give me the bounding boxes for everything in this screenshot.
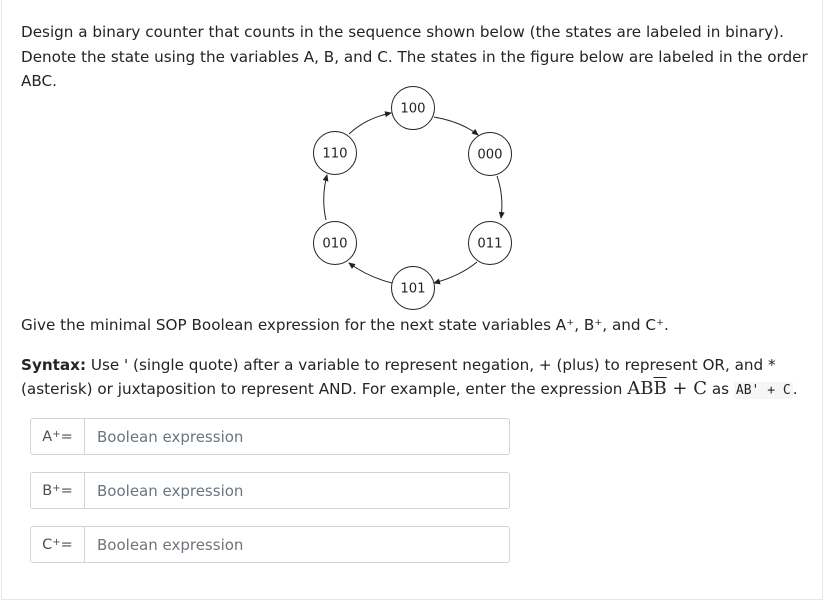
a-plus-label: A + = — [31, 419, 85, 454]
b-plus-expression-input[interactable] — [85, 473, 509, 508]
syntax-label: Syntax: — [21, 356, 87, 374]
svg-text:011: 011 — [477, 236, 503, 252]
state-node — [314, 132, 357, 175]
svg-text:110: 110 — [322, 146, 348, 162]
svg-text:000: 000 — [477, 147, 503, 163]
b-plus-label: B + = — [31, 473, 85, 508]
a-plus-input-group — [30, 418, 510, 455]
svg-text:101: 101 — [400, 281, 426, 297]
transition-arrow — [497, 176, 502, 218]
problem-statement: Design a binary counter that counts in the sequence shown below (the states are labeled in binary). Denote the state using the variables A, B, and C. The states in the figure below are labeled in the order ABC. — [21, 23, 808, 90]
syntax-text: Use ' (single quote) after a variable to represent negation, + (plus) to represent OR, and * (asterisk) or juxtaposition to represent AND. For example, enter the expression — [21, 356, 776, 398]
example-expression: $AB\overline{B} + C$ — [627, 378, 708, 399]
state-node — [392, 87, 435, 130]
example-code: AB' + C — [735, 383, 791, 398]
b-plus-input-group — [30, 472, 510, 509]
svg-text:010: 010 — [322, 236, 348, 252]
question-text: Give the minimal SOP Boolean expression for the next state variables A⁺, B⁺, and C⁺. — [21, 316, 669, 334]
c-plus-expression-input[interactable] — [85, 527, 509, 562]
transition-arrow — [434, 262, 477, 283]
c-plus-label: C + = — [31, 527, 85, 562]
state-node — [469, 222, 512, 265]
transition-arrow — [349, 263, 392, 283]
transition-arrow — [349, 113, 391, 134]
c-plus-input-group — [30, 526, 510, 563]
state-node — [314, 222, 357, 265]
svg-text:100: 100 — [400, 101, 426, 117]
a-plus-expression-input[interactable] — [85, 419, 509, 454]
transition-arrow — [434, 117, 478, 135]
transition-arrow — [324, 175, 327, 220]
syntax-help: Syntax: Use ' (single quote) after a variable to represent negation, + (plus) to represent OR, and * (asterisk) or juxtaposition to represent AND. For example, enter the expression $AB\overline{B} + C$ as AB' + C . — [21, 356, 798, 399]
state-node — [469, 133, 512, 176]
state-node — [392, 267, 435, 310]
